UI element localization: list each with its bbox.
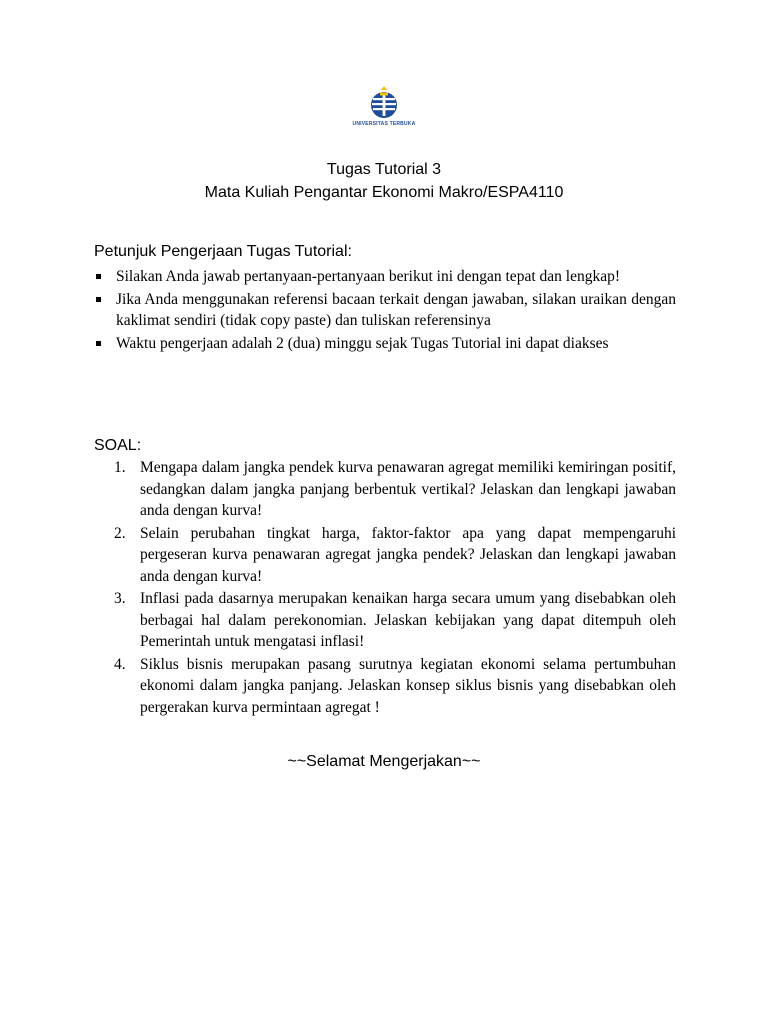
instructions-list <box>94 266 676 356</box>
question-number: 1. <box>114 459 126 476</box>
instruction-text: Jika Anda menggunakan referensi bacaan terkait dengan jawaban, silakan uraikan dengan kaklimat sendiri (tidak copy paste) dan tuliskan referensinya <box>116 291 676 329</box>
university-logo <box>352 86 416 138</box>
instruction-item <box>94 266 676 287</box>
course-title: Mata Kuliah Pengantar Ekonomi Makro/ESPA4110 <box>204 184 564 201</box>
question-text: Siklus bisnis merupakan pasang surutnya kegiatan ekonomi selama pertumbuhan ekonomi dalam jangka panjang. Jelaskan konsep siklus bisnis yang disebabkan oleh pergerakan kurva permintaan agregat ! <box>140 655 676 716</box>
square-bullet-icon <box>96 341 101 346</box>
questions-heading: SOAL: <box>94 437 142 454</box>
question-item <box>94 523 676 588</box>
question-number: 3. <box>114 590 126 607</box>
square-bullet-icon <box>96 274 101 279</box>
square-bullet-icon <box>96 297 101 302</box>
question-number: 4. <box>114 655 126 673</box>
instruction-item <box>94 333 676 354</box>
question-item <box>94 457 676 522</box>
instruction-text: Silakan Anda jawab pertanyaan-pertanyaan berikut ini dengan tepat dan lengkap! <box>116 268 620 285</box>
question-number: 2. <box>114 524 126 542</box>
question-item <box>94 588 676 653</box>
question-item <box>94 654 676 719</box>
instruction-item <box>94 289 676 331</box>
instructions-heading: Petunjuk Pengerjaan Tugas Tutorial: <box>94 243 352 260</box>
universitas-terbuka-logo-icon <box>370 86 398 120</box>
logo-text: UNIVERSITAS TERBUKA <box>352 121 416 127</box>
question-text: Selain perubahan tingkat harga, faktor-faktor apa yang dapat mempengaruhi pergeseran kurva penawaran agregat jangka pendek? Jelaskan dan lengkapi jawaban anda dengan kurva! <box>140 524 676 585</box>
questions-list <box>94 457 676 719</box>
question-text: Inflasi pada dasarnya merupakan kenaikan harga secara umum yang disebabkan oleh berbagai hal dalam perekonomian. Jelaskan kebijakan yang dapat ditempuh oleh Pemerintah untuk mengatasi inflasi! <box>140 590 676 650</box>
document-title: Tugas Tutorial 3 <box>326 161 442 178</box>
question-text: Mengapa dalam jangka pendek kurva penawaran agregat memiliki kemiringan positif, sedangkan dalam jangka panjang berbentuk vertikal? Jelaskan dan lengkapi jawaban anda dengan kurva! <box>140 459 676 519</box>
closing-message: ~~Selamat Mengerjakan~~ <box>287 753 481 770</box>
instruction-text: Waktu pengerjaan adalah 2 (dua) minggu sejak Tugas Tutorial ini dapat diakses <box>116 335 609 352</box>
